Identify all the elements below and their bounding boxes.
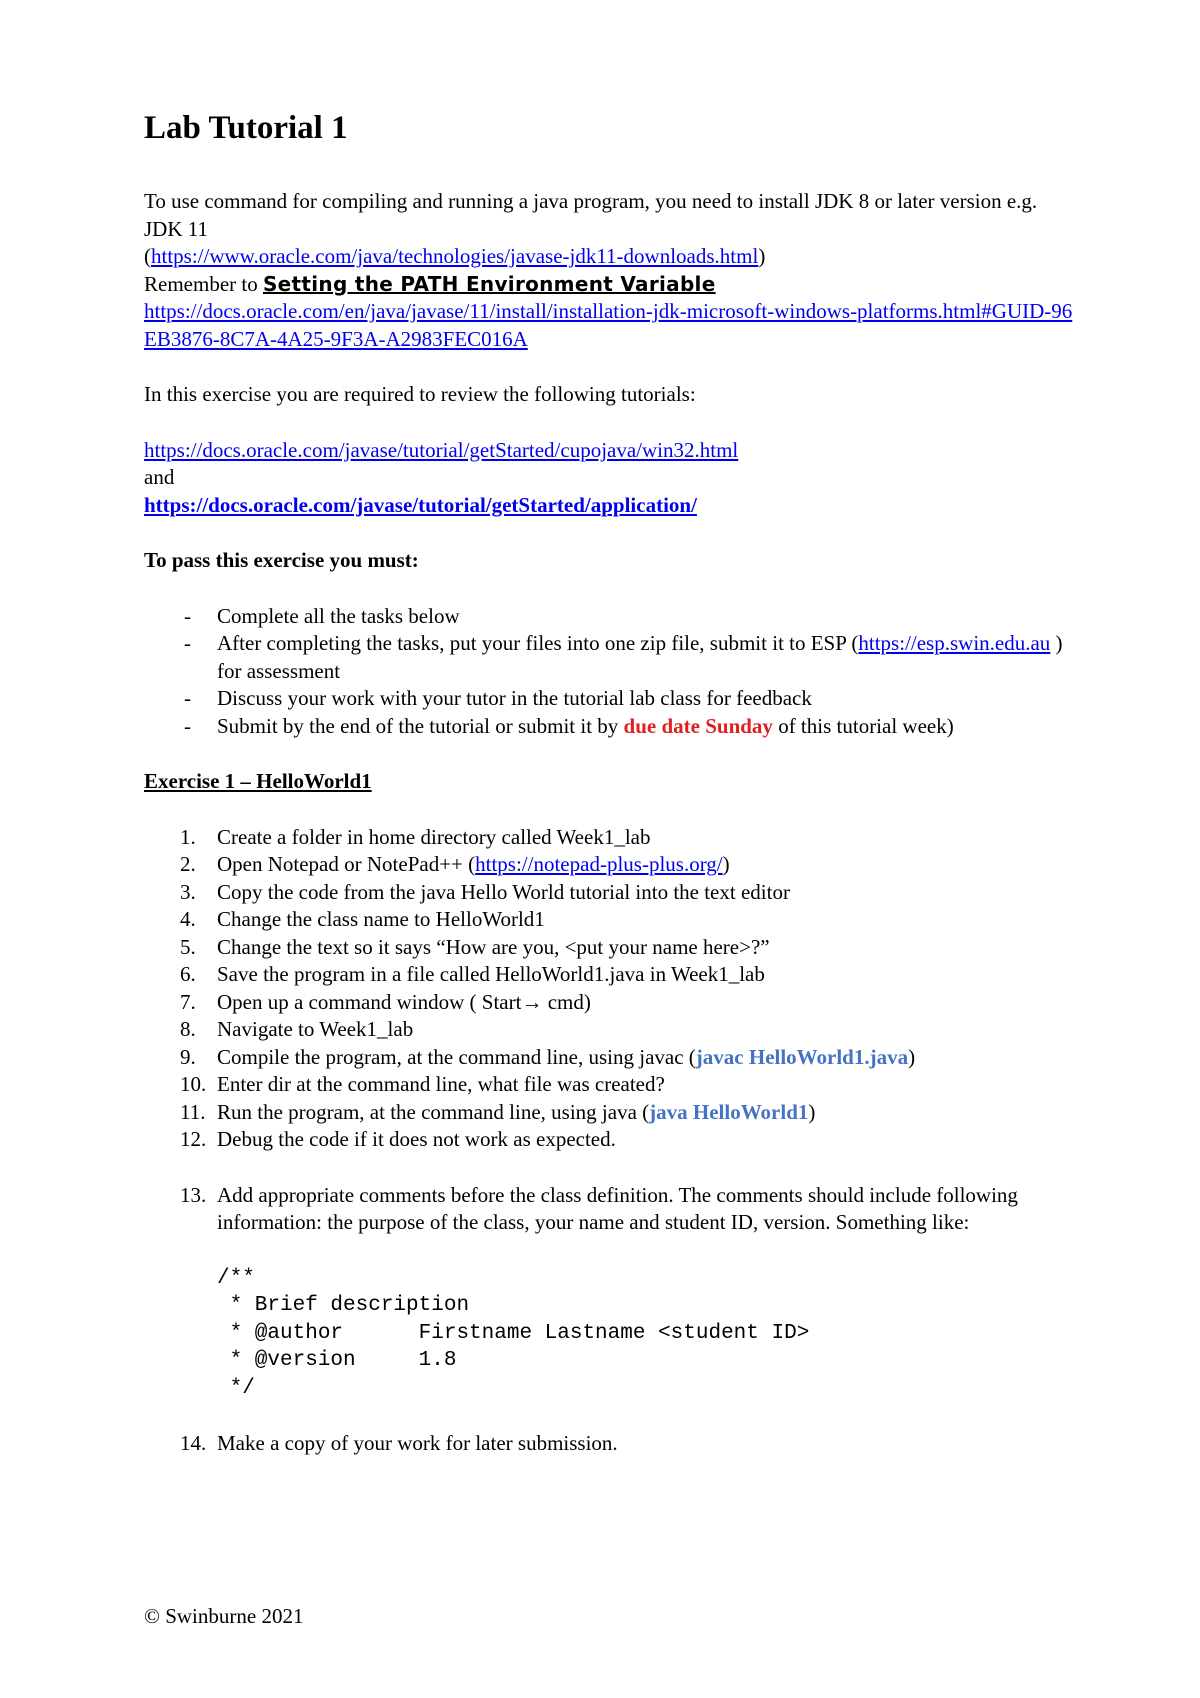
list-item: 6. Save the program in a file called HelloWorld1.java in Week1_lab: [180, 962, 765, 986]
requirements-list: [144, 603, 1074, 741]
list-item: 12. Debug the code if it does not work as expected.: [180, 1127, 616, 1151]
list-item: 2. Open Notepad or NotePad++ (https://notepad-plus-plus.org/): [180, 852, 730, 876]
list-item: - Submit by the end of the tutorial or submit it by due date Sunday of this tutorial week): [184, 713, 954, 738]
notepad-link[interactable]: https://notepad-plus-plus.org/: [475, 852, 723, 876]
jdk-download-link[interactable]: https://www.oracle.com/java/technologies/javase-jdk11-downloads.html: [151, 244, 759, 268]
list-item: - After completing the tasks, put your files into one zip file, submit it to ESP (https://esp.swin.edu.au ) for assessment: [184, 631, 1063, 683]
java-command: java HelloWorld1: [649, 1099, 809, 1124]
review-text: In this exercise you are required to review the following tutorials:: [144, 382, 696, 406]
document-body: [144, 108, 1074, 1458]
list-item: 13. Add appropriate comments before the class definition. The comments should include following information: the purpose of the class, your name and student ID, version. Something like:: [180, 1182, 1018, 1234]
due-date: due date Sunday: [623, 713, 773, 738]
list-item: 7. Open up a command window ( Start→ cmd): [180, 989, 591, 1014]
footer-copyright: © Swinburne 2021: [144, 1604, 304, 1628]
path-variable-link[interactable]: https://docs.oracle.com/en/java/javase/11/install/installation-jdk-microsoft-windows-platforms.html#GUID-96EB3876-8C7A-4A25-9F3A-A2983FEC016A: [144, 299, 1073, 351]
list-item: 1. Create a folder in home directory called Week1_lab: [180, 824, 651, 849]
javac-command: javac HelloWorld1.java: [695, 1044, 909, 1069]
list-item: - Discuss your work with your tutor in the tutorial lab class for feedback: [184, 686, 812, 710]
pass-heading: To pass this exercise you must:: [144, 548, 419, 572]
list-item: 11. Run the program, at the command line, using java (java HelloWorld1): [180, 1099, 816, 1124]
esp-link[interactable]: https://esp.swin.edu.au: [858, 631, 1051, 655]
cupojava-tutorial-link[interactable]: https://docs.oracle.com/javase/tutorial/getStarted/cupojava/win32.html: [144, 437, 739, 462]
path-heading: Setting the PATH Environment Variable: [262, 271, 716, 296]
list-item: 5. Change the text so it says “How are you, <put your name here>?”: [180, 934, 770, 959]
page-title: Lab Tutorial 1: [144, 110, 348, 146]
arrow-icon: →: [521, 989, 543, 1014]
exercise-steps: [144, 824, 1074, 1154]
intro-paragraph: To use command for compiling and running a java program, you need to install JDK 8 or later version e.g. JDK 11: [144, 189, 1038, 241]
list-item: - Complete all the tasks below: [184, 603, 460, 628]
intro-text: To use command for compiling and running a java program, you need to install JDK 8 or later version e.g. JDK 11 (https://www.oracle.com/java/technologies/javase-jdk11-downloads.html) Remember to Setting the PATH Environment Variable https://docs.oracle.com/en/java/javase/11/install/installation-jdk-microsoft-windows-platforms.html#GUID-96EB3876-8C7A-4A25-9F3A-A2983FEC016A: [144, 189, 1073, 351]
list-item: 4. Change the class name to HelloWorld1: [180, 907, 545, 931]
and-text: and: [144, 465, 175, 489]
list-item: 8. Navigate to Week1_lab: [180, 1017, 414, 1041]
list-item: 14. Make a copy of your work for later submission.: [180, 1431, 618, 1455]
application-tutorial-link[interactable]: https://docs.oracle.com/javase/tutorial/getStarted/application/: [144, 492, 697, 517]
exercise-heading: Exercise 1 – HelloWorld1: [144, 769, 372, 793]
code-snippet: /** * Brief description * @author Firstname Lastname <student ID> * @version 1.8 */: [217, 1266, 810, 1400]
remember-label: Remember to: [144, 271, 263, 296]
list-item: 9. Compile the program, at the command line, using javac (javac HelloWorld1.java): [180, 1044, 916, 1069]
list-item: 10. Enter dir at the command line, what file was created?: [180, 1072, 665, 1096]
list-item: 3. Copy the code from the java Hello World tutorial into the text editor: [180, 879, 790, 904]
